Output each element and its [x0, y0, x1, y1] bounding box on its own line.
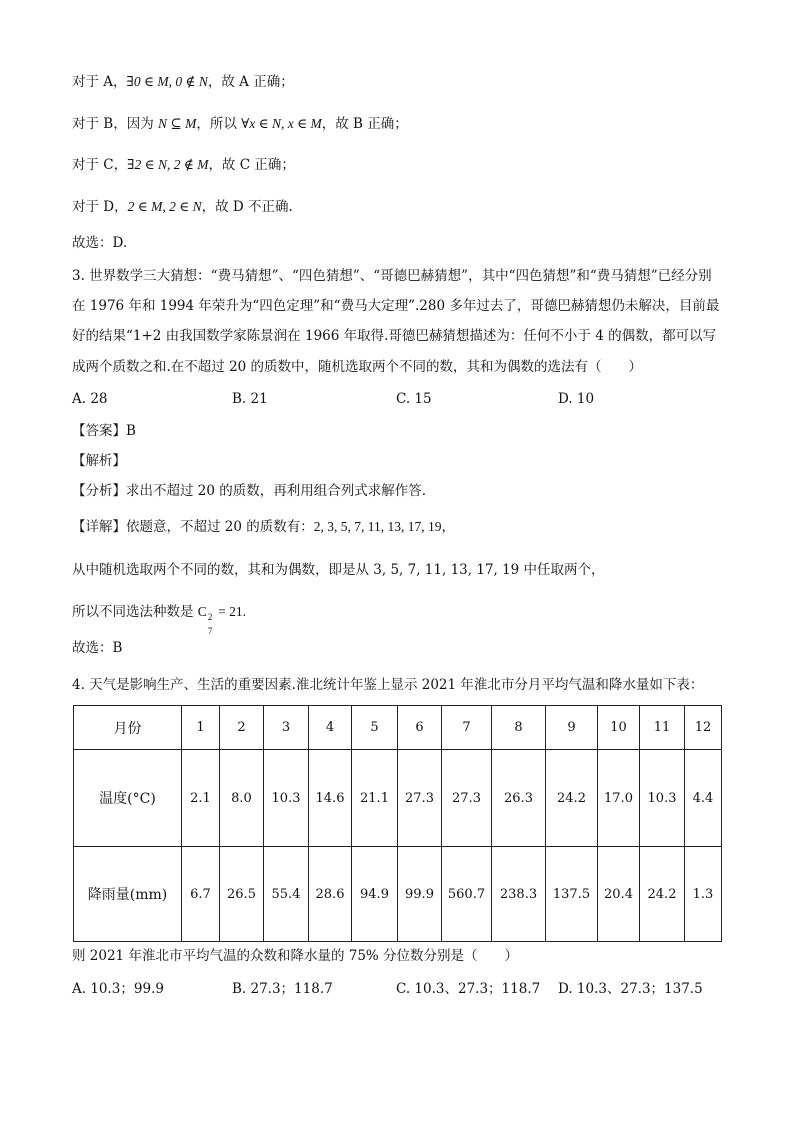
- month-cell: 1: [182, 706, 220, 750]
- q4-question: 则 2021 年淮北市平均气温的众数和降水量的 75% 分位数分别是（ ）: [72, 948, 519, 964]
- q3-jiexi-label: [72, 451, 126, 471]
- month-cell: 5: [352, 706, 398, 750]
- rainfall-cell: 560.7: [442, 847, 492, 942]
- q3-stem-line-4: 成两个质数之和.在不超过 20 的质数中，随机选取两个不同的数，其和为偶数的选法有（ ）: [72, 359, 643, 375]
- text: ，故 C 正确；: [208, 157, 295, 173]
- text: ，故 B 正确；: [321, 116, 408, 132]
- q3-pick-line: 从中随机选取两个不同的数，其和为偶数，即是从 3, 5, 7, 11, 13, 17, 19 中任取两个，: [72, 562, 605, 578]
- rainfall-cell: 20.4: [598, 847, 640, 942]
- month-cell: 3: [264, 706, 309, 750]
- math-expression: ∃2 ∈ N, 2 ∉ M: [127, 157, 209, 172]
- q3-stem-line-1: 3. 世界数学三大猜想：“费马猜想”、“四色猜想”、“哥德巴赫猜想”，其中“四色猜想”和“费马猜想”已经分别: [72, 268, 712, 284]
- month-cell: 10: [598, 706, 640, 750]
- temperature-cell: 8.0: [220, 750, 264, 847]
- rainfall-cell: 1.3: [685, 847, 722, 942]
- temperature-cell: 10.3: [264, 750, 309, 847]
- rainfall-cell: 6.7: [182, 847, 220, 942]
- answer-label: 【答案】: [72, 423, 126, 439]
- q3-count-line: [72, 602, 247, 636]
- analysis-choice: 故选：D.: [72, 235, 128, 251]
- q4-option-c: C. 10.3、27.3；118.7: [396, 981, 541, 997]
- rainfall-cell: 137.5: [546, 847, 598, 942]
- table-row-temperature: [74, 750, 722, 847]
- xiangjie-text: 依题意，不超过 20 的质数有：: [126, 519, 314, 535]
- comb-symbol: C: [197, 604, 207, 619]
- q3-option-c: C. 15: [396, 391, 432, 407]
- row-header-temperature: 温度(°C): [74, 750, 182, 847]
- temperature-cell: 2.1: [182, 750, 220, 847]
- month-cell: 12: [685, 706, 722, 750]
- text: 所以不同选法种数是: [72, 604, 198, 620]
- month-cell: 11: [640, 706, 685, 750]
- temperature-cell: 26.3: [492, 750, 546, 847]
- math-expression: 2 ∈ M, 2 ∈ N: [127, 199, 202, 214]
- text: 对于 B，因为: [72, 116, 159, 132]
- temperature-cell: 14.6: [309, 750, 352, 847]
- month-cell: 4: [309, 706, 352, 750]
- temperature-cell: 21.1: [352, 750, 398, 847]
- comb-sup: 2: [207, 612, 213, 622]
- month-cell: 8: [492, 706, 546, 750]
- q3-xiangjie: [72, 517, 455, 537]
- q3-option-b: B. 21: [232, 391, 268, 407]
- analysis-line-c: [72, 155, 295, 175]
- rainfall-cell: 55.4: [264, 847, 309, 942]
- text: ，所以: [196, 116, 242, 132]
- text: ，故 A 正确；: [207, 74, 294, 90]
- text: 对于 C，: [72, 157, 128, 173]
- text: ，故 D 不正确.: [201, 199, 293, 215]
- answer-value: B: [126, 423, 136, 439]
- q3-fenxi: [72, 481, 426, 501]
- text: 对于 D，: [72, 199, 128, 215]
- q3-answer: [72, 421, 136, 441]
- fenxi-text: 求出不超过 20 的质数，再利用组合列式求解作答.: [126, 483, 427, 499]
- q4-option-a: A. 10.3；99.9: [72, 981, 164, 997]
- temperature-cell: 27.3: [442, 750, 492, 847]
- row-header-month: 月份: [74, 706, 182, 750]
- q4-option-d: D. 10.3、27.3；137.5: [558, 981, 703, 997]
- rainfall-cell: 28.6: [309, 847, 352, 942]
- primes-list: 2, 3, 5, 7, 11, 13, 17, 19: [313, 519, 442, 534]
- comb-sub: 7: [207, 626, 213, 636]
- rainfall-cell: 238.3: [492, 847, 546, 942]
- month-cell: 2: [220, 706, 264, 750]
- temperature-cell: 24.2: [546, 750, 598, 847]
- analysis-line-d: [72, 197, 293, 217]
- q3-option-a: A. 28: [72, 391, 108, 407]
- analysis-line-b: [72, 114, 408, 134]
- analysis-line-a: [72, 72, 294, 92]
- month-cell: 7: [442, 706, 492, 750]
- temperature-cell: 10.3: [640, 750, 685, 847]
- temperature-cell: 27.3: [398, 750, 442, 847]
- q3-stem-line-3: 好的结果“1+2 由我国数学家陈景润在 1966 年取得.哥德巴赫猜想描述为：任何不小于 4 的偶数，都可以写: [72, 328, 717, 344]
- table-row-rainfall: [74, 847, 722, 942]
- math-expression: ∀x ∈ N, x ∈ M: [241, 116, 322, 131]
- text: = 21.: [214, 604, 247, 619]
- q4-option-b: B. 27.3；118.7: [232, 981, 333, 997]
- row-header-rainfall: 降雨量(mm): [74, 847, 182, 942]
- temperature-cell: 4.4: [685, 750, 722, 847]
- rainfall-cell: 94.9: [352, 847, 398, 942]
- temperature-cell: 17.0: [598, 750, 640, 847]
- month-cell: 6: [398, 706, 442, 750]
- text: ，: [441, 519, 456, 535]
- rainfall-cell: 24.2: [640, 847, 685, 942]
- combination-expression: [197, 602, 215, 636]
- text: 对于 A，: [72, 74, 127, 90]
- math-expression: ∃0 ∈ M, 0 ∉ N: [126, 74, 208, 89]
- rainfall-cell: 26.5: [220, 847, 264, 942]
- month-cell: 9: [546, 706, 598, 750]
- math-expression: N ⊆ M: [158, 116, 197, 131]
- xiangjie-label: 【详解】: [72, 519, 126, 535]
- q4-stem-line-1: 4. 天气是影响生产、生活的重要因素.淮北统计年鉴上显示 2021 年淮北市分月平均气温和降水量如下表：: [72, 677, 704, 693]
- rainfall-cell: 99.9: [398, 847, 442, 942]
- table-row-months: [74, 706, 722, 750]
- fenxi-label: 【分析】: [72, 483, 126, 499]
- q3-stem-line-2: 在 1976 年和 1994 年荣升为“四色定理”和“费马大定理”.280 多年过去了，哥德巴赫猜想仍未解决，目前最: [72, 298, 720, 314]
- weather-table: [73, 705, 722, 942]
- q3-choice: 故选：B: [72, 640, 123, 656]
- q3-option-d: D. 10: [558, 391, 595, 407]
- jiexi-label: 【解析】: [72, 453, 126, 469]
